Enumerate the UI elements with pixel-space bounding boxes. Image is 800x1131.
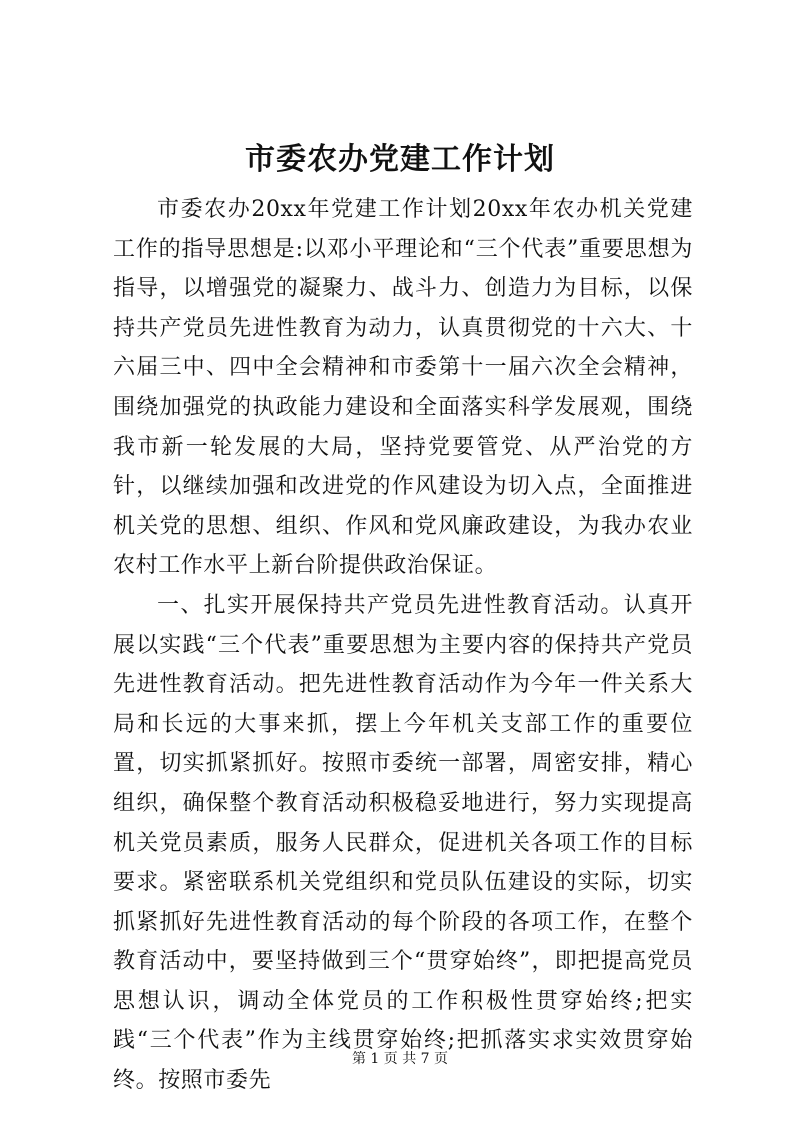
document-title: 市委农办党建工作计划 <box>245 142 555 177</box>
body-paragraph-2: 一、扎实开展保持共产党员先进性教育活动。认真开展以实践“三个代表”重要思想为主要内容的保持共产党员先进性教育活动。把先进性教育活动作为今年一件关系大局和长远的大事来抓，摆上今年机关支部工作的重要位置，切实抓紧抓好。按照市委统一部署，周密安排，精心组织，确保整个教育活动积极稳妥地进行，努力实现提高机关党员素质，服务人民群众，促进机关各项工作的目标要求。紧密联系机关党组织和党员队伍建设的实际，切实抓紧抓好先进性教育活动的每个阶段的各项工作，在整个教育活动中，要坚持做到三个“贯穿始终”，即把提高党员思想认识，调动全体党员的工作积极性贯穿始终;把实践“三个代表”作为主线贯穿始终;把抓落实求实效贯穿始终。按照市委先 <box>113 592 693 1094</box>
page-footer: 第 1 页 共 7 页 <box>351 1051 449 1067</box>
document-body <box>113 190 693 1101</box>
body-paragraph-1: 市委农办20xx年党建工作计划20xx年农办机关党建工作的指导思想是:以邓小平理论和“三个代表”重要思想为指导，以增强党的凝聚力、战斗力、创造力为目标，以保持共产党员先进性教育为动力，认真贯彻党的十六大、十六届三中、四中全会精神和市委第十一届六次全会精神，围绕加强党的执政能力建设和全面落实科学发展观，围绕我市新一轮发展的大局，坚持党要管党、从严治党的方针，以继续加强和改进党的作风建设为切入点，全面推进机关党的思想、组织、作风和党风廉政建设，为我办农业农村工作水平上新台阶提供政治保证。 <box>113 197 693 579</box>
